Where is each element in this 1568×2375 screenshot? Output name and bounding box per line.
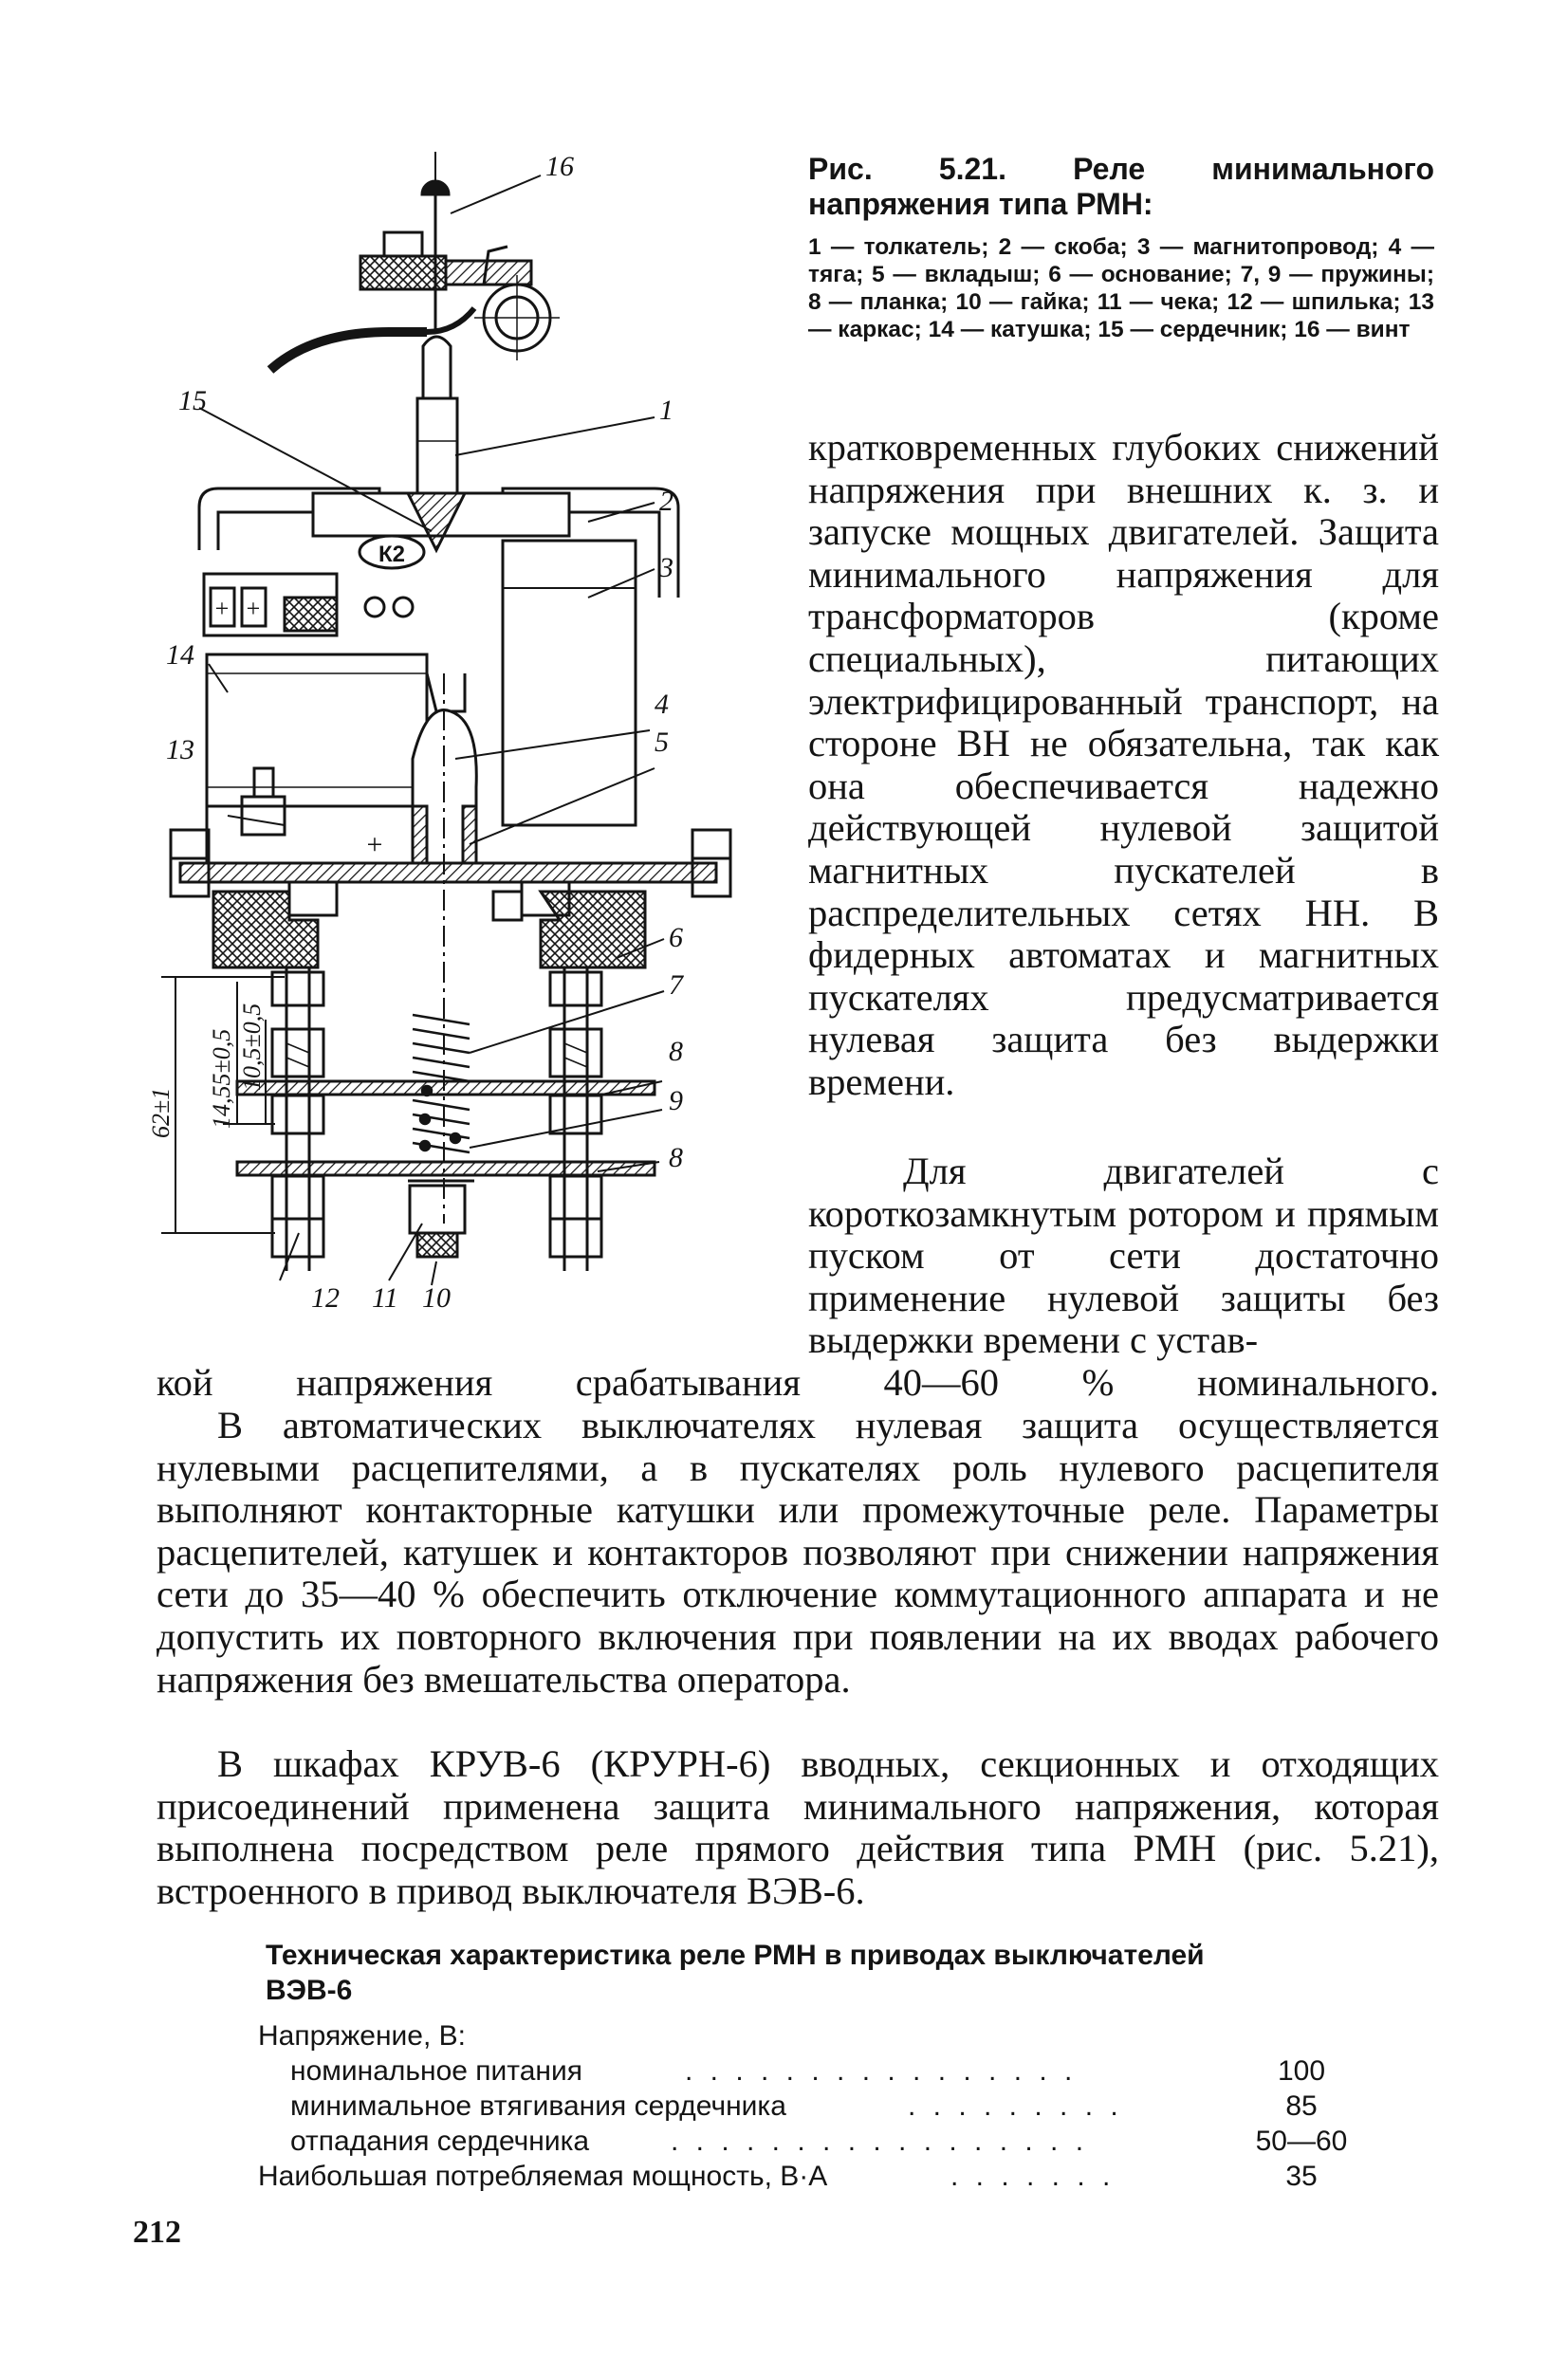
frame-13 <box>207 806 427 863</box>
label-8-lower: 8 <box>669 1142 683 1173</box>
spec-group-label <box>258 2018 1396 2053</box>
label-16: 16 <box>545 151 574 182</box>
label-8-upper: 8 <box>669 1036 683 1067</box>
spec-row-label: минимальное втягивания сердечника <box>290 2090 786 2122</box>
label-9: 9 <box>669 1085 683 1116</box>
bracket-top <box>360 232 560 360</box>
caption-legend: 1 — толкатель; 2 — скоба; 3 — магнитопровод; 4 — тяга; 5 — вкладыш; 6 — основание; 7, 9 — пружины; 8 — планка; 10 — гайка; 11 — чека; 12 — шпилька; 13 — каркас; 14 — катушка; 15 — сердечник; 16 — винт <box>808 234 1434 342</box>
spec-row-label: номинальное питания <box>290 2055 582 2087</box>
page-number: 212 <box>133 2215 181 2250</box>
spec-row-value: 50—60 <box>1255 2126 1348 2157</box>
dim-62: 62±1 <box>147 1087 175 1138</box>
spec-list <box>258 2018 1396 2194</box>
label-13: 13 <box>166 734 194 765</box>
paragraph-2-tail: кой напряжения срабатывания 40—60 % номинального. <box>157 1361 1439 1404</box>
base-6 <box>213 882 645 967</box>
lever <box>270 332 427 370</box>
spec-group-label-text: Напряжение, В: <box>258 2020 466 2052</box>
svg-text:+: + <box>214 595 230 622</box>
spec-row-value: 100 <box>1277 2055 1326 2087</box>
label-12: 12 <box>311 1282 340 1314</box>
magnetic-circuit-3 <box>503 541 636 825</box>
dim-10-5: 10,5±0,5 <box>238 1003 266 1091</box>
spec-row-label: отпадания сердечника <box>290 2126 590 2157</box>
label-10: 10 <box>422 1282 451 1314</box>
plate-8-lower <box>237 1162 655 1175</box>
nameplate-text: К2 <box>378 542 405 567</box>
paragraph-3: В автоматических выключателях нулевая защита осуществляется нулевыми расцепителями, а в пускателях роль нулевого расцепителя выполняют контакторные катушки или промежуточные реле. Параметры расцепителей, катушек и контакторов позволяют при снижении напряжения сети до 35—40 % обеспечить отключение коммутационного аппарата и не допустить их повторного включения при появлении на их вводах рабочего напряжения без вмешательства оператора. <box>157 1404 1439 1701</box>
label-14: 14 <box>166 639 194 671</box>
spec-row: минимальное втягивания сердечника . . . . . . . . . 85 <box>258 2089 1396 2124</box>
terminal-block <box>204 574 413 635</box>
dim-14-55: 14,55±0,5 <box>208 1028 235 1129</box>
label-6: 6 <box>669 922 683 953</box>
label-15: 15 <box>178 385 207 416</box>
paragraph-2: Для двигателей с короткозамкнутым ротором и прямым пуском от сети достаточно применение нулевой защиты без выдержки времени с устав- <box>808 1150 1439 1362</box>
label-4: 4 <box>655 689 669 720</box>
label-1: 1 <box>659 395 673 426</box>
label-3: 3 <box>659 552 673 583</box>
paragraph-4: В шкафах КРУВ-6 (КРУРН-6) вводных, секционных и отходящих присоединений применена защита минимального напряжения, которая выполнена посредством реле прямого действия типа РМН (рис. 5.21), встроенного в привод выключателя ВЭВ-6. <box>157 1742 1439 1912</box>
nut-10 <box>408 1181 474 1257</box>
spec-row-value: 35 <box>1285 2161 1318 2192</box>
screw-16 <box>422 152 449 332</box>
coil-14 <box>207 654 427 806</box>
spec-title: Техническая характеристика реле РМН в приводах выключателей ВЭВ-6 <box>266 1940 1205 2006</box>
label-5: 5 <box>655 727 669 758</box>
pusher-1 <box>417 337 457 493</box>
spec-row: Наибольшая потребляемая мощность, В·А . . . . . . . 35 <box>258 2159 1396 2194</box>
spec-row: отпадания сердечника . . . . . . . . . . . . . . . . . 50—60 <box>258 2124 1396 2159</box>
spec-row-label: Наибольшая потребляемая мощность, В·А <box>258 2161 828 2192</box>
label-7: 7 <box>669 969 683 1001</box>
svg-text:+: + <box>246 595 261 622</box>
caption-title: Рис. 5.21. Реле минимального напряжения типа РМН: <box>808 152 1434 221</box>
spec-row: номинальное питания . . . . . . . . . . . . . . . . 100 <box>258 2053 1396 2089</box>
paragraph-1: кратковременных глубоких снижений напряжения при внешних к. з. и запуске мощных двигателей. Защита минимального напряжения для трансформаторов (кроме специальных), питающих электрифицированный транспорт, на стороне ВН не обязательна, так как она обеспечивается надежно действующей нулевой защитой магнитных пускателей в распределительных сетях НН. В фидерных автоматах и магнитных пускателях предусматривается нулевая защита без выдержки времени. <box>808 426 1439 1103</box>
figure-caption <box>808 152 1434 343</box>
relay-rmn-drawing <box>142 142 806 1318</box>
svg-text:+: + <box>366 829 383 860</box>
label-2: 2 <box>659 486 673 517</box>
plate-8-upper <box>237 1081 655 1095</box>
label-11: 11 <box>372 1282 398 1314</box>
spec-row-value: 85 <box>1285 2090 1318 2122</box>
